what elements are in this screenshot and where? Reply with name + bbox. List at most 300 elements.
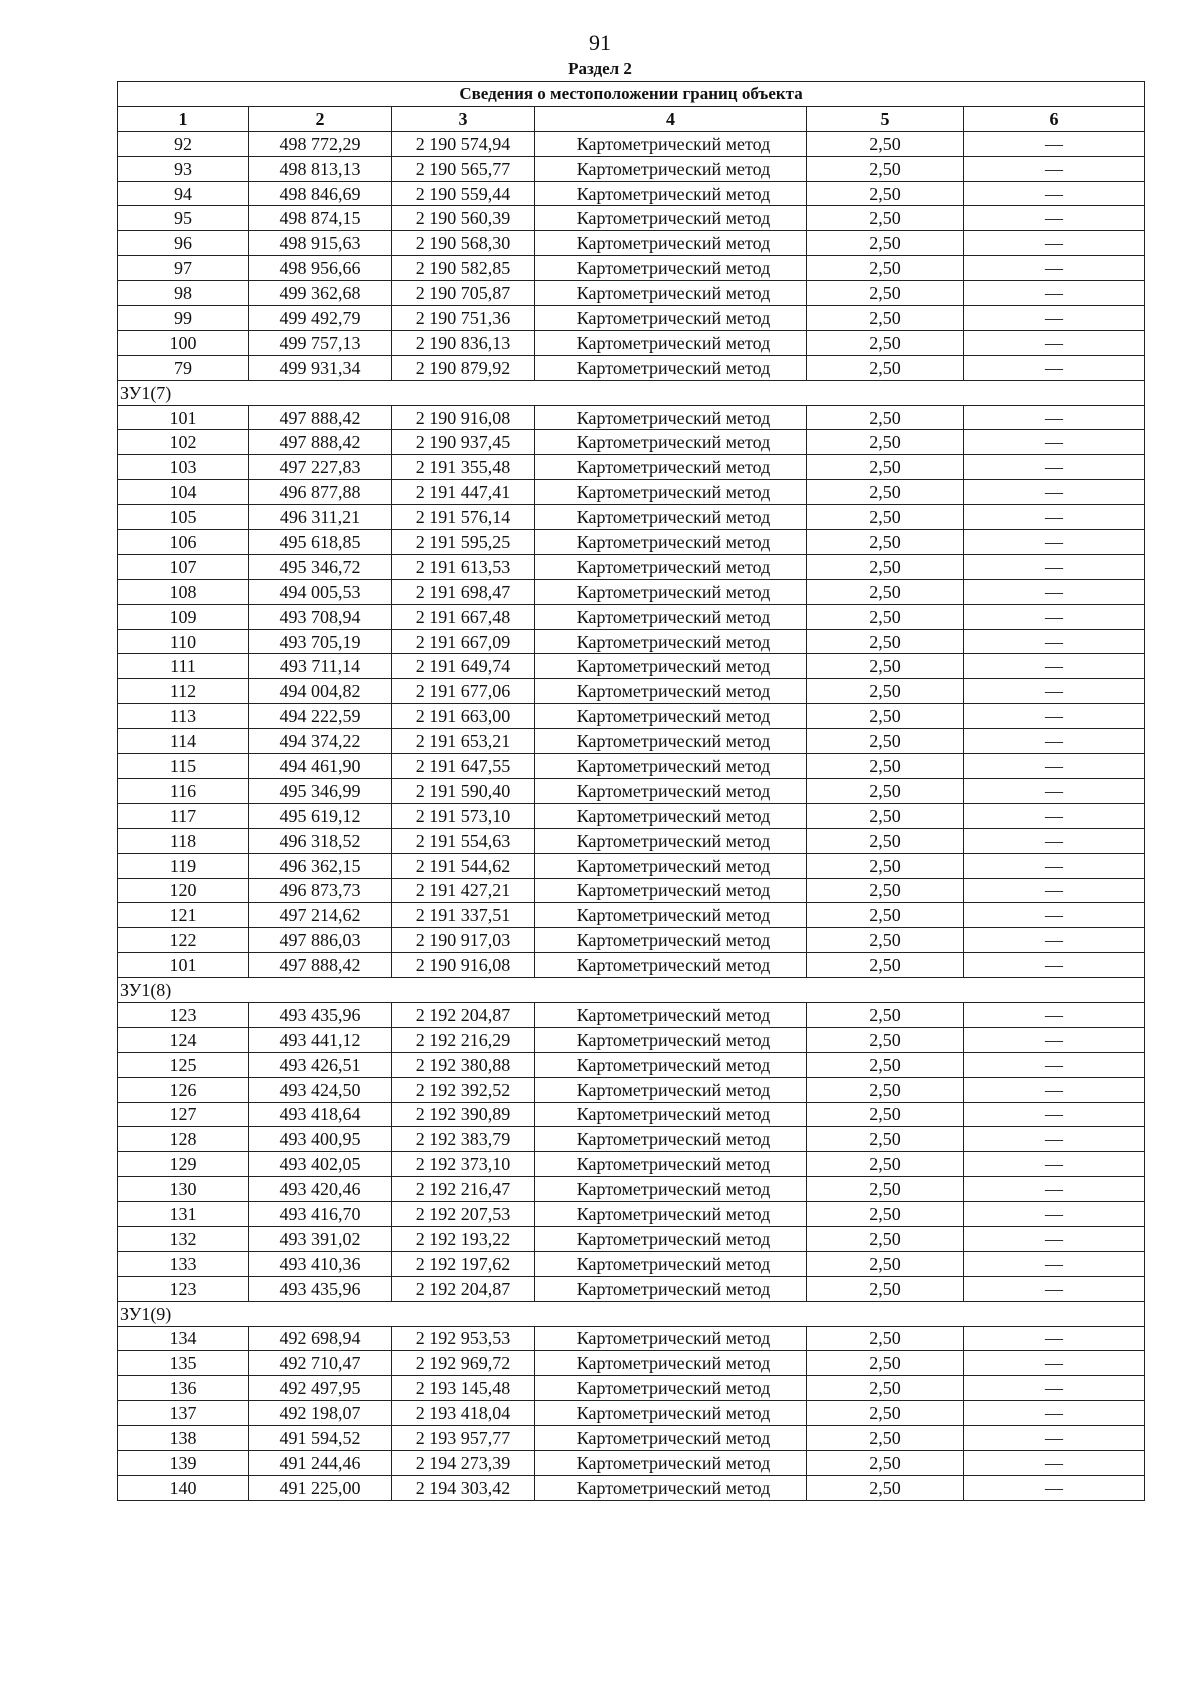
method-cell: Картометрический метод	[535, 181, 807, 206]
x-coordinate-cell: 498 874,15	[249, 206, 392, 231]
x-coordinate-cell: 494 004,82	[249, 679, 392, 704]
method-cell: Картометрический метод	[535, 1177, 807, 1202]
description-cell: —	[964, 1152, 1145, 1177]
table-row	[118, 554, 1145, 579]
accuracy-cell: 2,50	[807, 704, 964, 729]
point-number-cell: 134	[118, 1326, 249, 1351]
x-coordinate-cell: 493 410,36	[249, 1251, 392, 1276]
accuracy-cell: 2,50	[807, 928, 964, 953]
accuracy-cell: 2,50	[807, 828, 964, 853]
method-cell: Картометрический метод	[535, 156, 807, 181]
accuracy-cell: 2,50	[807, 1177, 964, 1202]
method-cell: Картометрический метод	[535, 1426, 807, 1451]
point-number-cell: 128	[118, 1127, 249, 1152]
description-cell: —	[964, 1002, 1145, 1027]
table-row	[118, 1077, 1145, 1102]
page-number: 91	[589, 30, 611, 55]
x-coordinate-cell: 493 418,64	[249, 1102, 392, 1127]
point-number-cell: 101	[118, 405, 249, 430]
x-coordinate-cell: 493 402,05	[249, 1152, 392, 1177]
accuracy-cell: 2,50	[807, 1102, 964, 1127]
method-cell: Картометрический метод	[535, 953, 807, 978]
y-coordinate-cell: 2 191 355,48	[392, 455, 535, 480]
accuracy-cell: 2,50	[807, 803, 964, 828]
accuracy-cell: 2,50	[807, 181, 964, 206]
x-coordinate-cell: 493 424,50	[249, 1077, 392, 1102]
accuracy-cell: 2,50	[807, 455, 964, 480]
description-cell: —	[964, 231, 1145, 256]
y-coordinate-cell: 2 194 273,39	[392, 1450, 535, 1475]
table-row	[118, 604, 1145, 629]
description-cell: —	[964, 206, 1145, 231]
point-number-cell: 121	[118, 903, 249, 928]
y-coordinate-cell: 2 192 969,72	[392, 1351, 535, 1376]
method-cell: Картометрический метод	[535, 704, 807, 729]
point-number-cell: 125	[118, 1052, 249, 1077]
table-row	[118, 131, 1145, 156]
y-coordinate-cell: 2 194 303,42	[392, 1475, 535, 1500]
accuracy-cell: 2,50	[807, 1077, 964, 1102]
point-number-cell: 114	[118, 729, 249, 754]
description-cell: —	[964, 1052, 1145, 1077]
method-cell: Картометрический метод	[535, 1326, 807, 1351]
description-cell: —	[964, 405, 1145, 430]
point-number-cell: 132	[118, 1226, 249, 1251]
point-number-cell: 136	[118, 1376, 249, 1401]
x-coordinate-cell: 492 497,95	[249, 1376, 392, 1401]
table-row	[118, 1401, 1145, 1426]
description-cell: —	[964, 1376, 1145, 1401]
x-coordinate-cell: 498 915,63	[249, 231, 392, 256]
description-cell: —	[964, 281, 1145, 306]
table-row	[118, 156, 1145, 181]
table-row	[118, 1202, 1145, 1227]
x-coordinate-cell: 497 886,03	[249, 928, 392, 953]
description-cell: —	[964, 828, 1145, 853]
point-number-cell: 122	[118, 928, 249, 953]
accuracy-cell: 2,50	[807, 1226, 964, 1251]
y-coordinate-cell: 2 192 380,88	[392, 1052, 535, 1077]
group-label: ЗУ1(9)	[118, 1301, 1145, 1326]
accuracy-cell: 2,50	[807, 1450, 964, 1475]
description-cell: —	[964, 554, 1145, 579]
method-cell: Картометрический метод	[535, 405, 807, 430]
table-row	[118, 281, 1145, 306]
method-cell: Картометрический метод	[535, 629, 807, 654]
x-coordinate-cell: 492 198,07	[249, 1401, 392, 1426]
method-cell: Картометрический метод	[535, 430, 807, 455]
accuracy-cell: 2,50	[807, 355, 964, 380]
description-cell: —	[964, 1102, 1145, 1127]
x-coordinate-cell: 494 005,53	[249, 579, 392, 604]
method-cell: Картометрический метод	[535, 1027, 807, 1052]
table-row	[118, 1251, 1145, 1276]
y-coordinate-cell: 2 191 663,00	[392, 704, 535, 729]
point-number-cell: 130	[118, 1177, 249, 1202]
description-cell: —	[964, 928, 1145, 953]
accuracy-cell: 2,50	[807, 1002, 964, 1027]
description-cell: —	[964, 579, 1145, 604]
method-cell: Картометрический метод	[535, 1127, 807, 1152]
group-label: ЗУ1(8)	[118, 978, 1145, 1003]
y-coordinate-cell: 2 190 937,45	[392, 430, 535, 455]
y-coordinate-cell: 2 190 565,77	[392, 156, 535, 181]
table-row	[118, 306, 1145, 331]
x-coordinate-cell: 492 698,94	[249, 1326, 392, 1351]
point-number-cell: 109	[118, 604, 249, 629]
x-coordinate-cell: 493 416,70	[249, 1202, 392, 1227]
description-cell: —	[964, 878, 1145, 903]
x-coordinate-cell: 498 813,13	[249, 156, 392, 181]
y-coordinate-cell: 2 192 373,10	[392, 1152, 535, 1177]
point-number-cell: 105	[118, 505, 249, 530]
accuracy-cell: 2,50	[807, 430, 964, 455]
y-coordinate-cell: 2 190 916,08	[392, 953, 535, 978]
table-caption: Сведения о местоположении границ объекта	[118, 82, 1145, 107]
accuracy-cell: 2,50	[807, 1052, 964, 1077]
y-coordinate-cell: 2 192 216,29	[392, 1027, 535, 1052]
x-coordinate-cell: 498 956,66	[249, 256, 392, 281]
method-cell: Картометрический метод	[535, 281, 807, 306]
y-coordinate-cell: 2 192 204,87	[392, 1276, 535, 1301]
method-cell: Картометрический метод	[535, 131, 807, 156]
point-number-cell: 110	[118, 629, 249, 654]
description-cell: —	[964, 455, 1145, 480]
table-row	[118, 1276, 1145, 1301]
method-cell: Картометрический метод	[535, 480, 807, 505]
point-number-cell: 97	[118, 256, 249, 281]
table-row	[118, 853, 1145, 878]
description-cell: —	[964, 131, 1145, 156]
description-cell: —	[964, 1127, 1145, 1152]
table-row	[118, 579, 1145, 604]
method-cell: Картометрический метод	[535, 1202, 807, 1227]
y-coordinate-cell: 2 190 917,03	[392, 928, 535, 953]
y-coordinate-cell: 2 191 427,21	[392, 878, 535, 903]
point-number-cell: 102	[118, 430, 249, 455]
method-cell: Картометрический метод	[535, 1052, 807, 1077]
point-number-cell: 126	[118, 1077, 249, 1102]
description-cell: —	[964, 604, 1145, 629]
x-coordinate-cell: 496 318,52	[249, 828, 392, 853]
x-coordinate-cell: 497 214,62	[249, 903, 392, 928]
description-cell: —	[964, 256, 1145, 281]
method-cell: Картометрический метод	[535, 1226, 807, 1251]
y-coordinate-cell: 2 191 544,62	[392, 853, 535, 878]
x-coordinate-cell: 499 362,68	[249, 281, 392, 306]
description-cell: —	[964, 1351, 1145, 1376]
method-cell: Картометрический метод	[535, 878, 807, 903]
table-row	[118, 405, 1145, 430]
y-coordinate-cell: 2 192 392,52	[392, 1077, 535, 1102]
point-number-cell: 116	[118, 778, 249, 803]
table-row	[118, 803, 1145, 828]
table-row	[118, 679, 1145, 704]
description-cell: —	[964, 953, 1145, 978]
description-cell: —	[964, 1226, 1145, 1251]
method-cell: Картометрический метод	[535, 1077, 807, 1102]
accuracy-cell: 2,50	[807, 903, 964, 928]
point-number-cell: 103	[118, 455, 249, 480]
accuracy-cell: 2,50	[807, 579, 964, 604]
accuracy-cell: 2,50	[807, 1426, 964, 1451]
y-coordinate-cell: 2 190 751,36	[392, 306, 535, 331]
y-coordinate-cell: 2 193 418,04	[392, 1401, 535, 1426]
description-cell: —	[964, 530, 1145, 555]
y-coordinate-cell: 2 192 390,89	[392, 1102, 535, 1127]
table-row	[118, 1152, 1145, 1177]
method-cell: Картометрический метод	[535, 754, 807, 779]
point-number-cell: 95	[118, 206, 249, 231]
x-coordinate-cell: 491 594,52	[249, 1426, 392, 1451]
table-row	[118, 704, 1145, 729]
method-cell: Картометрический метод	[535, 778, 807, 803]
point-number-cell: 118	[118, 828, 249, 853]
group-header-row	[118, 380, 1145, 405]
x-coordinate-cell: 492 710,47	[249, 1351, 392, 1376]
y-coordinate-cell: 2 191 667,09	[392, 629, 535, 654]
accuracy-cell: 2,50	[807, 131, 964, 156]
y-coordinate-cell: 2 190 560,39	[392, 206, 535, 231]
y-coordinate-cell: 2 191 554,63	[392, 828, 535, 853]
description-cell: —	[964, 330, 1145, 355]
method-cell: Картометрический метод	[535, 1102, 807, 1127]
description-cell: —	[964, 1177, 1145, 1202]
table-row	[118, 629, 1145, 654]
point-number-cell: 123	[118, 1276, 249, 1301]
y-coordinate-cell: 2 192 204,87	[392, 1002, 535, 1027]
method-cell: Картометрический метод	[535, 853, 807, 878]
x-coordinate-cell: 491 225,00	[249, 1475, 392, 1500]
description-cell: —	[964, 1251, 1145, 1276]
x-coordinate-cell: 496 311,21	[249, 505, 392, 530]
method-cell: Картометрический метод	[535, 1002, 807, 1027]
table-row	[118, 928, 1145, 953]
point-number-cell: 98	[118, 281, 249, 306]
method-cell: Картометрический метод	[535, 828, 807, 853]
point-number-cell: 131	[118, 1202, 249, 1227]
method-cell: Картометрический метод	[535, 231, 807, 256]
accuracy-cell: 2,50	[807, 306, 964, 331]
table-row	[118, 1102, 1145, 1127]
accuracy-cell: 2,50	[807, 1251, 964, 1276]
point-number-cell: 139	[118, 1450, 249, 1475]
y-coordinate-cell: 2 191 613,53	[392, 554, 535, 579]
x-coordinate-cell: 494 222,59	[249, 704, 392, 729]
x-coordinate-cell: 499 492,79	[249, 306, 392, 331]
column-number: 3	[392, 106, 535, 131]
table-row	[118, 1226, 1145, 1251]
y-coordinate-cell: 2 192 383,79	[392, 1127, 535, 1152]
table-row	[118, 1052, 1145, 1077]
point-number-cell: 120	[118, 878, 249, 903]
table-row	[118, 330, 1145, 355]
y-coordinate-cell: 2 191 677,06	[392, 679, 535, 704]
description-cell: —	[964, 903, 1145, 928]
description-cell: —	[964, 1475, 1145, 1500]
table-row	[118, 729, 1145, 754]
y-coordinate-cell: 2 191 447,41	[392, 480, 535, 505]
accuracy-cell: 2,50	[807, 505, 964, 530]
description-cell: —	[964, 1426, 1145, 1451]
accuracy-cell: 2,50	[807, 405, 964, 430]
accuracy-cell: 2,50	[807, 554, 964, 579]
column-number: 1	[118, 106, 249, 131]
point-number-cell: 117	[118, 803, 249, 828]
column-number: 4	[535, 106, 807, 131]
table-caption-row	[118, 82, 1145, 107]
table-row	[118, 530, 1145, 555]
x-coordinate-cell: 499 931,34	[249, 355, 392, 380]
description-cell: —	[964, 803, 1145, 828]
table-row	[118, 1027, 1145, 1052]
point-number-cell: 123	[118, 1002, 249, 1027]
method-cell: Картометрический метод	[535, 1251, 807, 1276]
description-cell: —	[964, 505, 1145, 530]
table-row	[118, 778, 1145, 803]
point-number-cell: 140	[118, 1475, 249, 1500]
accuracy-cell: 2,50	[807, 256, 964, 281]
method-cell: Картометрический метод	[535, 505, 807, 530]
x-coordinate-cell: 497 888,42	[249, 405, 392, 430]
point-number-cell: 119	[118, 853, 249, 878]
table-row	[118, 828, 1145, 853]
y-coordinate-cell: 2 190 582,85	[392, 256, 535, 281]
y-coordinate-cell: 2 192 953,53	[392, 1326, 535, 1351]
y-coordinate-cell: 2 190 916,08	[392, 405, 535, 430]
point-number-cell: 127	[118, 1102, 249, 1127]
description-cell: —	[964, 629, 1145, 654]
description-cell: —	[964, 156, 1145, 181]
method-cell: Картометрический метод	[535, 654, 807, 679]
y-coordinate-cell: 2 191 698,47	[392, 579, 535, 604]
table-row	[118, 953, 1145, 978]
x-coordinate-cell: 498 772,29	[249, 131, 392, 156]
table-row	[118, 181, 1145, 206]
point-number-cell: 115	[118, 754, 249, 779]
method-cell: Картометрический метод	[535, 455, 807, 480]
method-cell: Картометрический метод	[535, 803, 807, 828]
table-row	[118, 455, 1145, 480]
x-coordinate-cell: 493 391,02	[249, 1226, 392, 1251]
y-coordinate-cell: 2 193 957,77	[392, 1426, 535, 1451]
x-coordinate-cell: 493 426,51	[249, 1052, 392, 1077]
point-number-cell: 100	[118, 330, 249, 355]
group-label: ЗУ1(7)	[118, 380, 1145, 405]
y-coordinate-cell: 2 192 193,22	[392, 1226, 535, 1251]
x-coordinate-cell: 495 618,85	[249, 530, 392, 555]
description-cell: —	[964, 1077, 1145, 1102]
table-row	[118, 1475, 1145, 1500]
y-coordinate-cell: 2 191 649,74	[392, 654, 535, 679]
method-cell: Картометрический метод	[535, 928, 807, 953]
method-cell: Картометрический метод	[535, 554, 807, 579]
y-coordinate-cell: 2 190 705,87	[392, 281, 535, 306]
x-coordinate-cell: 494 374,22	[249, 729, 392, 754]
description-cell: —	[964, 1202, 1145, 1227]
x-coordinate-cell: 496 877,88	[249, 480, 392, 505]
method-cell: Картометрический метод	[535, 1276, 807, 1301]
point-number-cell: 111	[118, 654, 249, 679]
column-number: 5	[807, 106, 964, 131]
point-number-cell: 106	[118, 530, 249, 555]
table-row	[118, 256, 1145, 281]
x-coordinate-cell: 495 619,12	[249, 803, 392, 828]
accuracy-cell: 2,50	[807, 778, 964, 803]
method-cell: Картометрический метод	[535, 579, 807, 604]
y-coordinate-cell: 2 190 568,30	[392, 231, 535, 256]
method-cell: Картометрический метод	[535, 206, 807, 231]
x-coordinate-cell: 498 846,69	[249, 181, 392, 206]
accuracy-cell: 2,50	[807, 1276, 964, 1301]
x-coordinate-cell: 497 888,42	[249, 430, 392, 455]
method-cell: Картометрический метод	[535, 1152, 807, 1177]
point-number-cell: 108	[118, 579, 249, 604]
accuracy-cell: 2,50	[807, 1376, 964, 1401]
y-coordinate-cell: 2 191 573,10	[392, 803, 535, 828]
y-coordinate-cell: 2 190 836,13	[392, 330, 535, 355]
method-cell: Картометрический метод	[535, 1401, 807, 1426]
point-number-cell: 135	[118, 1351, 249, 1376]
accuracy-cell: 2,50	[807, 480, 964, 505]
point-number-cell: 138	[118, 1426, 249, 1451]
accuracy-cell: 2,50	[807, 754, 964, 779]
y-coordinate-cell: 2 191 647,55	[392, 754, 535, 779]
table-row	[118, 1127, 1145, 1152]
table-row	[118, 903, 1145, 928]
description-cell: —	[964, 1450, 1145, 1475]
x-coordinate-cell: 497 888,42	[249, 953, 392, 978]
point-number-cell: 99	[118, 306, 249, 331]
y-coordinate-cell: 2 193 145,48	[392, 1376, 535, 1401]
point-number-cell: 104	[118, 480, 249, 505]
accuracy-cell: 2,50	[807, 1401, 964, 1426]
description-cell: —	[964, 1326, 1145, 1351]
group-header-row	[118, 1301, 1145, 1326]
method-cell: Картометрический метод	[535, 903, 807, 928]
accuracy-cell: 2,50	[807, 1127, 964, 1152]
y-coordinate-cell: 2 191 590,40	[392, 778, 535, 803]
boundary-coordinates-table	[117, 81, 1145, 1501]
description-cell: —	[964, 480, 1145, 505]
x-coordinate-cell: 497 227,83	[249, 455, 392, 480]
x-coordinate-cell: 496 362,15	[249, 853, 392, 878]
description-cell: —	[964, 1027, 1145, 1052]
accuracy-cell: 2,50	[807, 953, 964, 978]
point-number-cell: 133	[118, 1251, 249, 1276]
accuracy-cell: 2,50	[807, 604, 964, 629]
table-row	[118, 355, 1145, 380]
description-cell: —	[964, 430, 1145, 455]
point-number-cell: 96	[118, 231, 249, 256]
description-cell: —	[964, 853, 1145, 878]
y-coordinate-cell: 2 192 216,47	[392, 1177, 535, 1202]
table-row	[118, 231, 1145, 256]
accuracy-cell: 2,50	[807, 679, 964, 704]
x-coordinate-cell: 496 873,73	[249, 878, 392, 903]
accuracy-cell: 2,50	[807, 853, 964, 878]
method-cell: Картометрический метод	[535, 306, 807, 331]
point-number-cell: 113	[118, 704, 249, 729]
description-cell: —	[964, 1276, 1145, 1301]
accuracy-cell: 2,50	[807, 156, 964, 181]
y-coordinate-cell: 2 190 559,44	[392, 181, 535, 206]
accuracy-cell: 2,50	[807, 231, 964, 256]
point-number-cell: 124	[118, 1027, 249, 1052]
description-cell: —	[964, 355, 1145, 380]
method-cell: Картометрический метод	[535, 1450, 807, 1475]
accuracy-cell: 2,50	[807, 654, 964, 679]
